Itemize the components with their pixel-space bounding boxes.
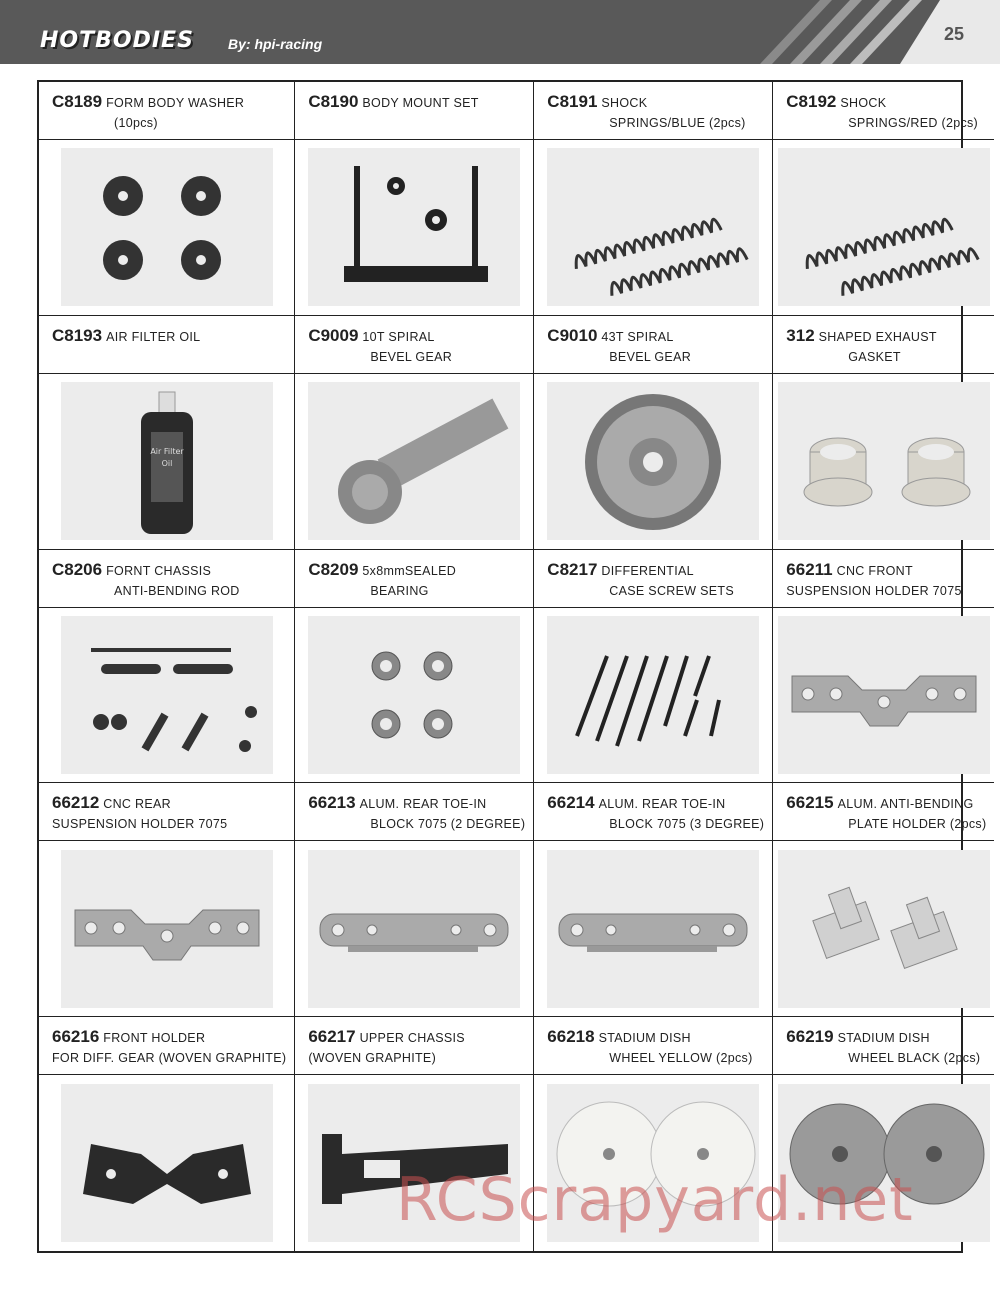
part-label — [39, 550, 294, 608]
part-description-line2: FOR DIFF. GEAR (WOVEN GRAPHITE) — [52, 1051, 287, 1066]
part-cell — [39, 1017, 295, 1251]
part-description-line2: BEVEL GEAR — [609, 349, 692, 364]
part-cell — [39, 316, 295, 550]
part-code: 66216 — [52, 1027, 100, 1047]
part-label — [773, 82, 994, 140]
part-photo — [39, 1075, 294, 1251]
part-photo — [295, 140, 533, 315]
part-code: C8217 — [547, 559, 598, 579]
gaskets-image — [778, 382, 990, 540]
part-description: ALUM. REAR TOE-IN — [598, 797, 726, 812]
part-code: 66214 — [547, 793, 595, 813]
part-cell — [39, 783, 295, 1017]
part-description: FORNT CHASSIS — [106, 563, 212, 578]
part-description-line2: ANTI-BENDING ROD — [114, 583, 240, 598]
part-description-line2: SPRINGS/BLUE (2pcs) — [609, 116, 746, 130]
page-number: 25 — [943, 24, 964, 44]
part-description-line2: GASKET — [848, 349, 901, 364]
part-description-line2: WHEEL YELLOW (2pcs) — [609, 1051, 753, 1066]
watermark: RCScrapyard.net — [396, 1165, 914, 1235]
part-cell — [773, 316, 994, 550]
part-code: 66219 — [786, 1027, 834, 1047]
part-photo — [534, 608, 772, 783]
part-label — [534, 82, 772, 140]
part-cell — [773, 82, 994, 316]
part-code: C8190 — [308, 92, 359, 111]
toe-block-image — [547, 850, 759, 1008]
washers-image — [61, 148, 273, 306]
part-cell — [534, 783, 773, 1017]
part-cell — [295, 550, 534, 784]
holder-image — [778, 616, 990, 774]
part-code: C8189 — [52, 92, 103, 111]
part-description-line2: SPRINGS/RED (2pcs) — [848, 116, 979, 130]
part-description-line2: BEVEL GEAR — [370, 349, 453, 364]
part-label — [39, 316, 294, 374]
plate-holder-image — [778, 850, 990, 1008]
part-label — [773, 316, 994, 374]
hotbodies-logo: HOTBODIES — [40, 28, 194, 53]
part-label — [773, 1017, 994, 1075]
part-label — [295, 783, 533, 841]
part-cell — [773, 783, 994, 1017]
part-code: 66215 — [786, 793, 834, 813]
part-description: 43T SPIRAL — [601, 329, 674, 344]
part-code: 66211 — [786, 559, 833, 579]
part-cell — [39, 550, 295, 784]
part-description-line2: WHEEL BLACK (2pcs) — [848, 1051, 981, 1066]
graphite-plate-image — [61, 1084, 273, 1242]
part-code: C8192 — [786, 92, 837, 111]
part-label — [39, 783, 294, 841]
parts-table — [37, 80, 987, 1253]
part-label — [534, 783, 772, 841]
part-photo — [534, 374, 772, 549]
springs-image — [547, 148, 759, 306]
part-code: 66212 — [52, 793, 100, 813]
part-code: 66213 — [308, 793, 356, 813]
part-label — [295, 82, 533, 140]
part-label — [534, 550, 772, 608]
bearings-image — [308, 616, 520, 774]
part-description-line2: (WOVEN GRAPHITE) — [308, 1051, 437, 1066]
part-description: BODY MOUNT SET — [362, 96, 479, 110]
part-label — [773, 783, 994, 841]
part-photo — [39, 374, 294, 549]
part-code: C8191 — [547, 92, 598, 111]
part-description: STADIUM DISH — [837, 1031, 930, 1046]
part-description: SHOCK — [601, 96, 648, 110]
part-cell — [534, 316, 773, 550]
part-description-line2: (10pcs) — [114, 116, 158, 130]
part-description: DIFFERENTIAL — [601, 563, 694, 578]
part-description-line2: SUSPENSION HOLDER 7075 — [786, 583, 962, 598]
part-description-line2: BEARING — [370, 583, 429, 598]
part-description: CNC FRONT — [836, 563, 913, 578]
oil-bottle-image — [61, 382, 273, 540]
part-label — [534, 316, 772, 374]
part-code: 312 — [786, 325, 815, 345]
part-description: 5x8mmSEALED — [362, 563, 457, 578]
part-description-line2: BLOCK 7075 (2 DEGREE) — [370, 817, 526, 832]
body-mount-image — [308, 148, 520, 306]
part-photo — [295, 374, 533, 549]
svg-text:Air Filter: Air Filter — [149, 447, 184, 457]
part-description: 10T SPIRAL — [362, 329, 435, 344]
part-label — [295, 316, 533, 374]
part-description: UPPER CHASSIS — [359, 1031, 465, 1046]
part-label — [773, 550, 994, 608]
part-description: FRONT HOLDER — [103, 1031, 206, 1046]
part-cell — [39, 82, 295, 316]
part-description-line2: BLOCK 7075 (3 DEGREE) — [609, 817, 765, 832]
part-description: STADIUM DISH — [598, 1031, 691, 1046]
part-code: C9010 — [547, 325, 598, 345]
part-description-line2: CASE SCREW SETS — [609, 583, 734, 598]
part-label — [295, 550, 533, 608]
part-photo — [39, 608, 294, 783]
part-photo — [773, 374, 994, 549]
rod-set-image — [61, 616, 273, 774]
part-cell — [773, 550, 994, 784]
part-cell — [534, 82, 773, 316]
part-photo — [534, 140, 772, 315]
part-code: 66217 — [308, 1027, 356, 1047]
part-cell — [534, 550, 773, 784]
holder-image — [61, 850, 273, 1008]
part-photo — [773, 140, 994, 315]
part-description: AIR FILTER OIL — [106, 329, 201, 344]
part-photo — [295, 608, 533, 783]
part-code: 66218 — [547, 1027, 595, 1047]
part-label — [39, 1017, 294, 1075]
part-description: CNC REAR — [103, 797, 171, 812]
toe-block-image — [308, 850, 520, 1008]
part-photo — [773, 841, 994, 1016]
part-label — [534, 1017, 772, 1075]
part-photo — [295, 841, 533, 1016]
springs-image — [778, 148, 990, 306]
part-description: ALUM. REAR TOE-IN — [359, 797, 487, 812]
part-cell — [295, 316, 534, 550]
part-code: C8193 — [52, 325, 103, 345]
part-code: C8206 — [52, 559, 103, 579]
svg-text:Oil: Oil — [161, 459, 173, 469]
part-label — [295, 1017, 533, 1075]
page-header — [0, 0, 1000, 64]
part-cell — [295, 783, 534, 1017]
part-photo — [773, 608, 994, 783]
part-cell — [295, 82, 534, 316]
part-description-line2: PLATE HOLDER (2pcs) — [848, 817, 987, 832]
part-description: SHOCK — [840, 96, 887, 110]
part-photo — [534, 841, 772, 1016]
part-code: C9009 — [308, 325, 359, 345]
hpi-racing-logo: By: hpi-racing — [228, 36, 323, 52]
screws-image — [547, 616, 759, 774]
part-description: SHAPED EXHAUST — [818, 329, 937, 344]
part-description-line2: SUSPENSION HOLDER 7075 — [52, 817, 228, 832]
part-description: FORM BODY WASHER — [106, 96, 245, 110]
part-photo — [39, 841, 294, 1016]
part-label — [39, 82, 294, 140]
part-photo — [39, 140, 294, 315]
part-code: C8209 — [308, 559, 359, 579]
ring-gear-image — [547, 382, 759, 540]
part-description: ALUM. ANTI-BENDING — [837, 797, 974, 812]
pinion-image — [308, 382, 520, 540]
